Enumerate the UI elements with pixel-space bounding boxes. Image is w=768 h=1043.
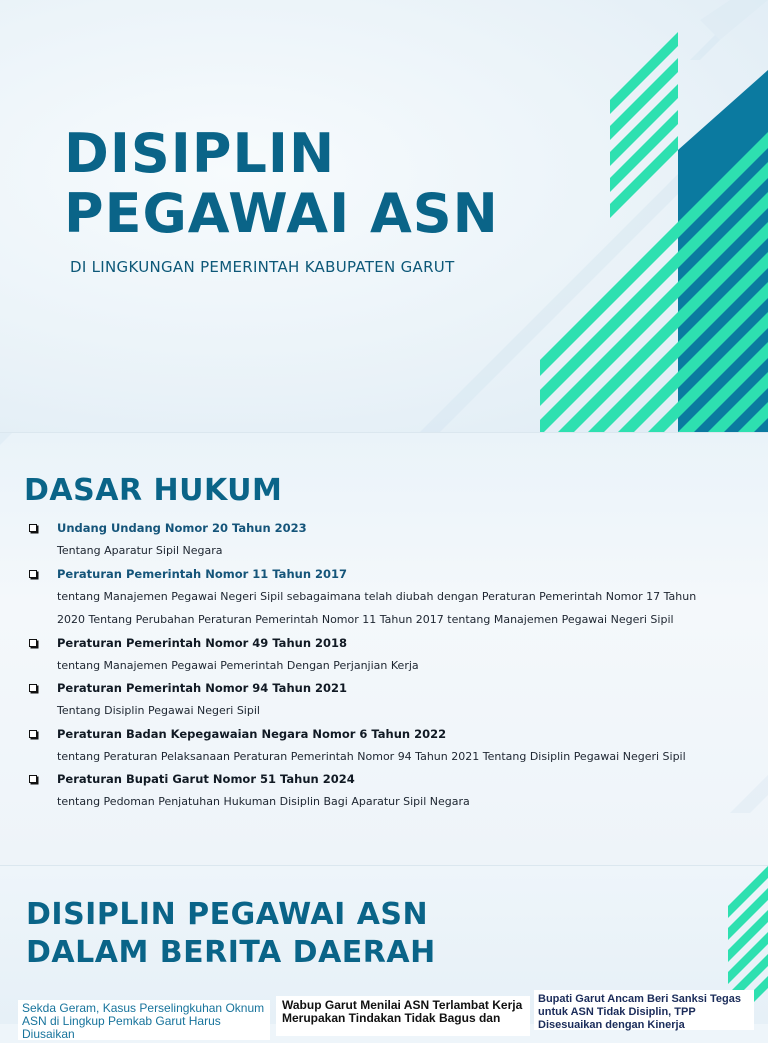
news-headline: Wabup Garut Menilai ASN Terlambat Kerja Merupakan Tindakan Tidak Bagus dan [282,998,523,1025]
law-title: Peraturan Pemerintah Nomor 94 Tahun 2021 [57,681,348,695]
law-title: Peraturan Pemerintah Nomor 11 Tahun 2017 [57,566,348,581]
checkbox-bullet-icon [29,684,37,692]
law-description: tentang Pedoman Penjatuhan Hukuman Disiplin Bagi Aparatur Sipil Negara [57,795,470,808]
law-item [26,677,726,723]
law-description: tentang Manajemen Pegawai Negeri Sipil sebagaimana telah diubah dengan Peraturan Pemerintah Nomor 17 Tahun 2020 Tentang Perubahan Peraturan Pemerintah Nomor 11 Tahun 2017 tentang Manajemen Pegawai Negeri Sipil [57,589,697,626]
law-item [26,563,726,632]
checkbox-bullet-icon [29,730,37,738]
news-clipping [18,1000,270,1040]
cover-slide [0,0,768,432]
law-item [26,632,726,678]
news-headline: Sekda Geram, Kasus Perselingkuhan Oknum ASN di Lingkup Pemkab Garut Harus Diusaikan [22,1001,265,1041]
law-item [26,517,726,563]
news-slide [0,866,768,1041]
news-headline: Bupati Garut Ancam Beri Sanksi Tegas untuk ASN Tidak Disiplin, TPP Disesuaikan dengan Kinerja [538,993,741,1031]
news-heading-line2: DALAM BERITA DAERAH [26,935,436,970]
legal-basis-slide [0,433,768,865]
law-description: tentang Manajemen Pegawai Pemerintah Dengan Perjanjian Kerja [57,658,419,672]
law-item [26,768,726,814]
news-clipping [534,990,754,1030]
law-list [26,517,726,814]
law-title: Peraturan Badan Kepegawaian Negara Nomor 6 Tahun 2022 [57,726,447,741]
legal-basis-heading: DASAR HUKUM [24,473,283,508]
cover-title-line2: PEGAWAI ASN [64,182,499,245]
law-description: Tentang Aparatur Sipil Negara [57,544,223,557]
cover-subtitle: DI LINGKUNGAN PEMERINTAH KABUPATEN GARUT [70,258,455,276]
news-heading-line1: DISIPLIN PEGAWAI ASN [26,897,429,932]
cover-title-line1: DISIPLIN [64,122,336,185]
law-title: Peraturan Bupati Garut Nomor 51 Tahun 2024 [57,772,355,786]
law-item [26,723,726,769]
law-title: Peraturan Pemerintah Nomor 49 Tahun 2018 [57,635,348,650]
news-clipping [276,996,530,1036]
checkbox-bullet-icon [29,775,37,783]
cover-title [64,124,499,244]
checkbox-bullet-icon [29,639,37,647]
checkbox-bullet-icon [29,570,37,578]
law-title: Undang Undang Nomor 20 Tahun 2023 [57,521,307,535]
checkbox-bullet-icon [29,524,37,532]
law-description: Tentang Disiplin Pegawai Negeri Sipil [57,704,260,717]
law-description: tentang Peraturan Pelaksanaan Peraturan Pemerintah Nomor 94 Tahun 2021 Tentang Disiplin Pegawai Negeri Sipil [57,749,686,763]
news-heading [26,896,436,972]
